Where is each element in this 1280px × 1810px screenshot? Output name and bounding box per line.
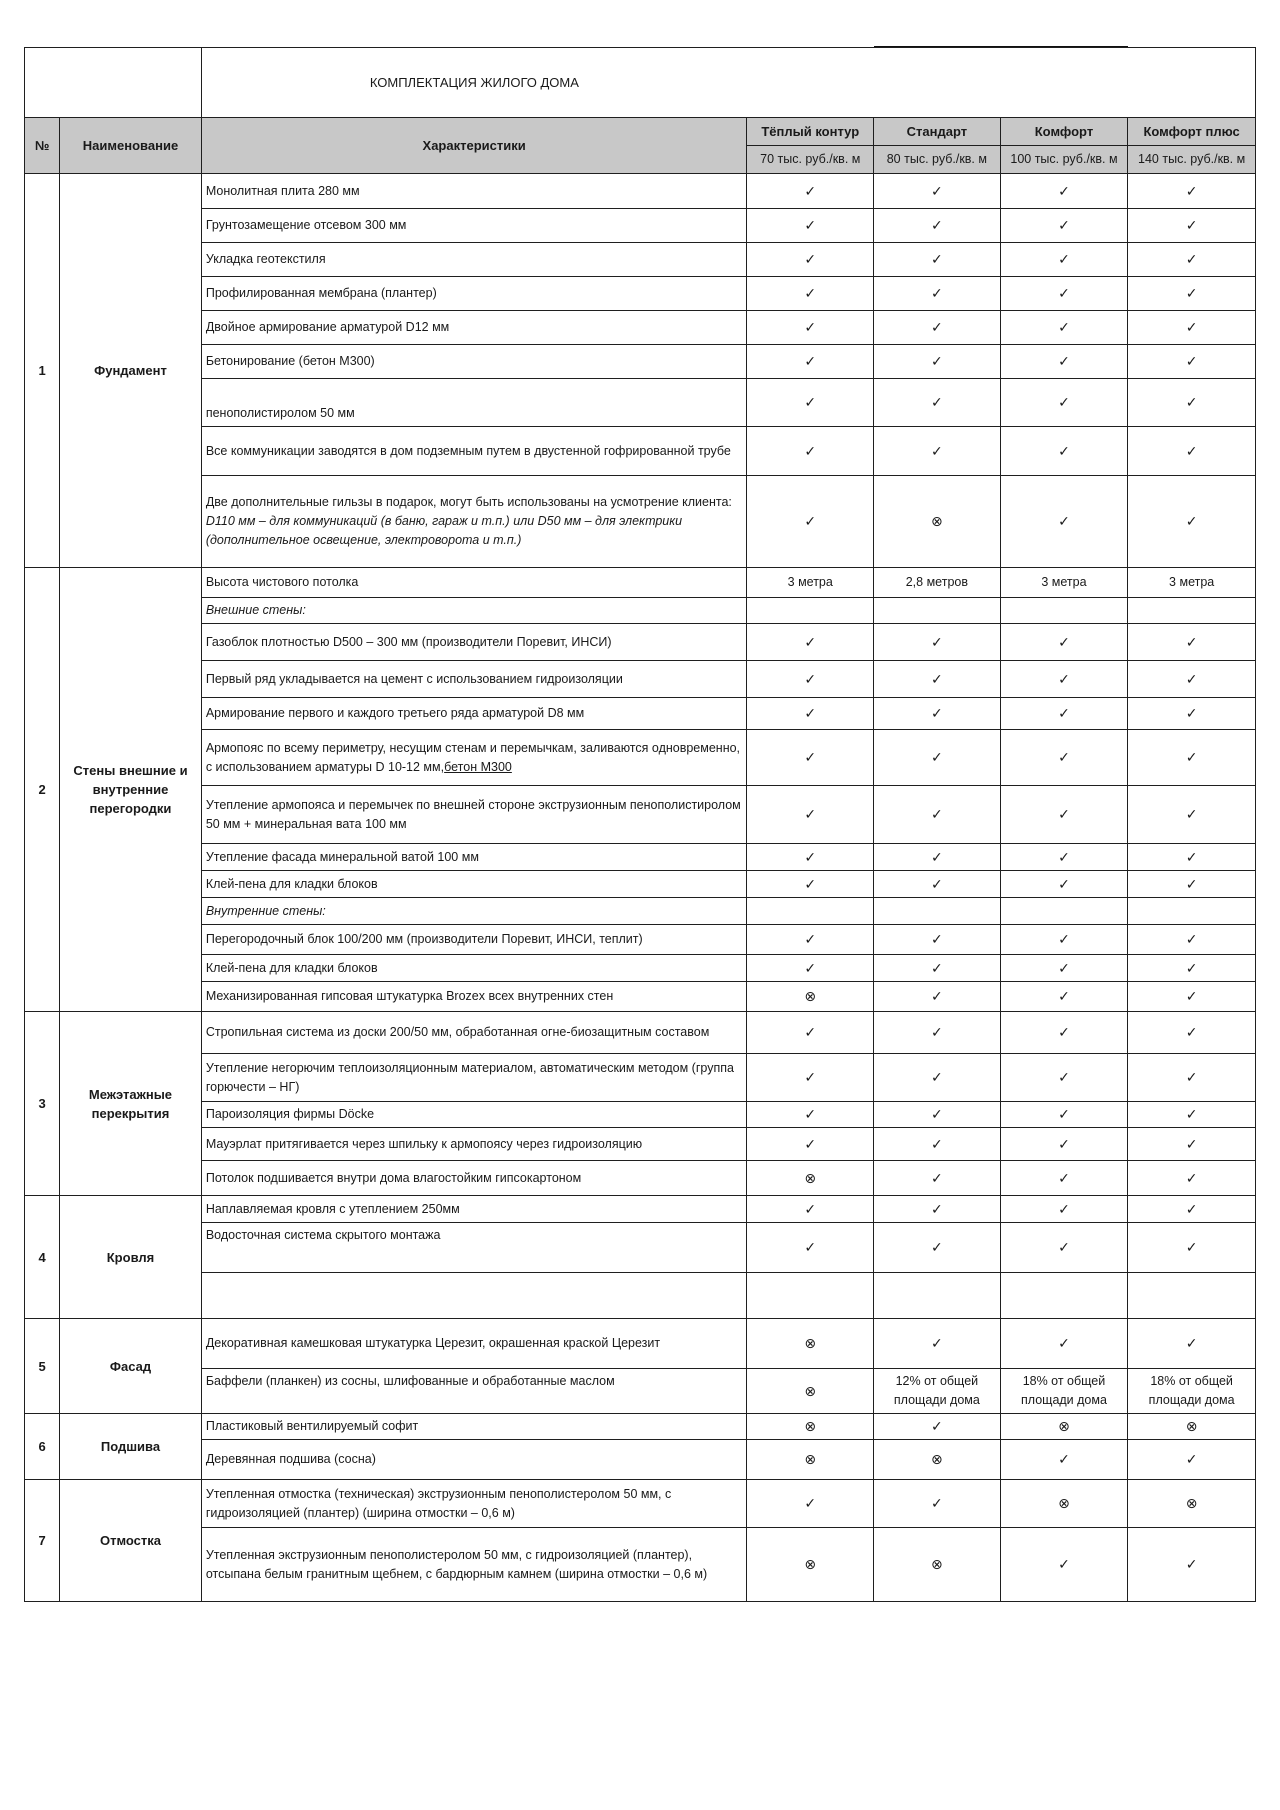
- check-icon: ✓: [1000, 871, 1128, 898]
- feature-cell: [201, 1369, 747, 1414]
- feature-cell: [201, 982, 747, 1012]
- table-row: [25, 1223, 1256, 1273]
- check-icon: ✓: [747, 277, 874, 311]
- value-cell-comfort-plus: [1128, 898, 1256, 925]
- check-icon: ✓: [1000, 1054, 1128, 1102]
- value-cell-comfort-plus: 3 метра: [1128, 568, 1256, 598]
- check-icon: ✓: [747, 243, 874, 277]
- feature-cell: [201, 1528, 747, 1602]
- check-icon: ✓: [874, 1414, 1001, 1440]
- feature-cell: [201, 1102, 747, 1128]
- feature-text: Утепление фасада минеральной ватой 100 мм: [205, 849, 479, 864]
- table-row: [25, 1273, 1256, 1319]
- check-icon: ✓: [1128, 1054, 1256, 1102]
- feature-text: Мауэрлат притягивается через шпильку к армопоясу через гидроизоляцию: [205, 1136, 643, 1151]
- check-icon: ✓: [874, 730, 1001, 786]
- package-name-warm: Тёплый контур: [747, 118, 874, 146]
- check-icon: ✓: [1000, 476, 1128, 568]
- table-row: [25, 624, 1256, 661]
- subsection-label: [201, 598, 747, 624]
- feature-text: Первый ряд укладывается на цемент с использованием гидроизоляции: [205, 671, 623, 686]
- check-icon: ✓: [1000, 982, 1128, 1012]
- value-cell-comfort: [1000, 598, 1128, 624]
- feature-cell: [201, 730, 747, 786]
- package-name-comfort: Комфорт: [1000, 118, 1128, 146]
- feature-cell: [201, 1054, 747, 1102]
- not-included-icon: ⊗: [747, 1319, 874, 1369]
- table-row: [25, 1161, 1256, 1196]
- check-icon: ✓: [874, 624, 1001, 661]
- check-icon: ✓: [874, 1223, 1001, 1273]
- check-icon: ✓: [874, 1196, 1001, 1223]
- check-icon: ✓: [1128, 345, 1256, 379]
- check-icon: ✓: [874, 844, 1001, 871]
- table-row: [25, 345, 1256, 379]
- title-row: [25, 48, 1256, 118]
- check-icon: ✓: [1128, 982, 1256, 1012]
- check-icon: ✓: [874, 243, 1001, 277]
- table-row: [25, 379, 1256, 427]
- table-row: [25, 174, 1256, 209]
- package-price-standard: 80 тыс. руб./кв. м: [874, 146, 1001, 174]
- check-icon: ✓: [1128, 476, 1256, 568]
- check-icon: ✓: [1000, 624, 1128, 661]
- value-cell-comfort-plus: [1128, 1273, 1256, 1319]
- check-icon: ✓: [874, 1102, 1001, 1128]
- section-name: Фасад: [60, 1319, 202, 1414]
- check-icon: ✓: [747, 844, 874, 871]
- feature-text: Высота чистового потолка: [205, 575, 359, 589]
- check-icon: ✓: [1000, 311, 1128, 345]
- check-icon: ✓: [1128, 871, 1256, 898]
- feature-text-italic: D110 мм – для коммуникаций (в баню, гараж и т.п.) или D50 мм – для электрики (дополнительное освещение, электроворота и т.п.): [205, 514, 683, 547]
- feature-text: Внутренние стены:: [205, 903, 326, 918]
- section-number: 5: [25, 1319, 60, 1414]
- header-row-1: [25, 118, 1256, 146]
- feature-cell: [201, 427, 747, 476]
- feature-cell: [201, 1196, 747, 1223]
- feature-cell: [201, 871, 747, 898]
- subsection-label: [201, 898, 747, 925]
- document-title: КОМПЛЕКТАЦИЯ ЖИЛОГО ДОМА: [201, 48, 1255, 118]
- feature-cell: [201, 1273, 747, 1319]
- value-cell-comfort: [1000, 1273, 1128, 1319]
- check-icon: ✓: [747, 1480, 874, 1528]
- table-row: [25, 311, 1256, 345]
- table-row: [25, 568, 1256, 598]
- feature-text: Стропильная система из доски 200/50 мм, обработанная огне-биозащитным составом: [205, 1025, 710, 1039]
- feature-cell: [201, 209, 747, 243]
- check-icon: ✓: [874, 871, 1001, 898]
- header-name: Наименование: [60, 118, 202, 174]
- feature-text: Укладка геотекстиля: [205, 252, 326, 266]
- feature-text: пенополистиролом 50 мм: [205, 406, 355, 420]
- table-row: [25, 871, 1256, 898]
- check-icon: ✓: [874, 955, 1001, 982]
- value-cell-standard: 2,8 метров: [874, 568, 1001, 598]
- table-row: [25, 209, 1256, 243]
- value-cell-standard: [874, 1273, 1001, 1319]
- feature-cell: [201, 345, 747, 379]
- check-icon: ✓: [1128, 379, 1256, 427]
- equipment-table: [24, 47, 1256, 1602]
- check-icon: ✓: [747, 1054, 874, 1102]
- section-name: Фундамент: [60, 174, 202, 568]
- value-cell-comfort-plus: 18% от общей площади дома: [1128, 1369, 1256, 1414]
- check-icon: ✓: [1128, 844, 1256, 871]
- feature-text: Бетонирование (бетон М300): [205, 354, 375, 368]
- feature-text: Декоративная камешковая штукатурка Церезит, окрашенная краской Церезит: [205, 1336, 661, 1350]
- section-number: 2: [25, 568, 60, 1012]
- feature-text-underlined: бетон М300: [444, 759, 512, 774]
- check-icon: ✓: [1128, 661, 1256, 698]
- table-row: [25, 1054, 1256, 1102]
- feature-cell: [201, 174, 747, 209]
- check-icon: ✓: [1128, 209, 1256, 243]
- check-icon: ✓: [1000, 379, 1128, 427]
- feature-text: Утепленная экструзионным пенополистеролом 50 мм, с гидроизоляцией (плантер), отсыпана белым гранитным щебнем, с бардюрным камнем (ширина отмостки – 0,6 м): [205, 1547, 708, 1581]
- check-icon: ✓: [1000, 1102, 1128, 1128]
- check-icon: ✓: [1000, 1161, 1128, 1196]
- feature-text: Грунтозамещение отсевом 300 мм: [205, 218, 407, 232]
- check-icon: ✓: [747, 1196, 874, 1223]
- check-icon: ✓: [1128, 1440, 1256, 1480]
- table-row: [25, 427, 1256, 476]
- section-number: 3: [25, 1012, 60, 1196]
- feature-cell: [201, 476, 747, 568]
- section-name: Стены внешние и внутренние перегородки: [60, 568, 202, 1012]
- header-num: №: [25, 118, 60, 174]
- check-icon: ✓: [1000, 277, 1128, 311]
- check-icon: ✓: [1128, 624, 1256, 661]
- package-price-comfort-plus: 140 тыс. руб./кв. м: [1128, 146, 1256, 174]
- feature-text: Утепление армопояса и перемычек по внешней стороне экструзионным пенополистиролом 50 мм + минеральная вата 100 мм: [205, 797, 741, 831]
- feature-cell: [201, 698, 747, 730]
- feature-text: Армопояс по всему периметру, несущим стенам и перемычкам, заливаются одновременно, с использованием арматуры D 10-12 мм,: [205, 740, 741, 774]
- feature-cell: [201, 1440, 747, 1480]
- feature-text: Пластиковый вентилируемый софит: [205, 1419, 419, 1433]
- table-row: [25, 661, 1256, 698]
- table-row: [25, 955, 1256, 982]
- check-icon: ✓: [874, 1128, 1001, 1161]
- feature-cell: [201, 955, 747, 982]
- not-included-icon: ⊗: [874, 1440, 1001, 1480]
- spec-sheet: [24, 47, 1256, 1602]
- table-row: [25, 925, 1256, 955]
- check-icon: ✓: [874, 277, 1001, 311]
- section-name: Отмостка: [60, 1480, 202, 1602]
- feature-text: Баффели (планкен) из сосны, шлифованные и обработанные маслом: [205, 1374, 615, 1388]
- check-icon: ✓: [1000, 1196, 1128, 1223]
- feature-text: Двойное армирование арматурой D12 мм: [205, 320, 450, 334]
- check-icon: ✓: [1000, 427, 1128, 476]
- table-row: [25, 982, 1256, 1012]
- check-icon: ✓: [1128, 1012, 1256, 1054]
- not-included-icon: ⊗: [747, 982, 874, 1012]
- check-icon: ✓: [747, 661, 874, 698]
- check-icon: ✓: [1128, 698, 1256, 730]
- check-icon: ✓: [1000, 1319, 1128, 1369]
- feature-text: Потолок подшивается внутри дома влагостойким гипсокартоном: [205, 1170, 582, 1185]
- feature-cell: [201, 661, 747, 698]
- check-icon: ✓: [1128, 1319, 1256, 1369]
- check-icon: ✓: [1128, 243, 1256, 277]
- check-icon: ✓: [874, 982, 1001, 1012]
- feature-text: Все коммуникации заводятся в дом подземным путем в двустенной гофрированной трубе: [205, 443, 731, 458]
- check-icon: ✓: [1000, 1528, 1128, 1602]
- check-icon: ✓: [874, 1012, 1001, 1054]
- check-icon: ✓: [874, 345, 1001, 379]
- check-icon: ✓: [747, 786, 874, 844]
- feature-text: Внешние стены:: [205, 603, 306, 617]
- feature-text: Перегородочный блок 100/200 мм (производители Поревит, ИНСИ, теплит): [205, 932, 643, 946]
- check-icon: ✓: [1128, 311, 1256, 345]
- feature-cell: [201, 277, 747, 311]
- title-blank-cell: [25, 48, 202, 118]
- table-row: [25, 1128, 1256, 1161]
- check-icon: ✓: [1128, 174, 1256, 209]
- feature-cell: [201, 1161, 747, 1196]
- check-icon: ✓: [1000, 243, 1128, 277]
- check-icon: ✓: [1128, 1223, 1256, 1273]
- feature-cell: [201, 311, 747, 345]
- table-row: [25, 277, 1256, 311]
- table-row: [25, 898, 1256, 925]
- table-row: [25, 1528, 1256, 1602]
- check-icon: ✓: [747, 174, 874, 209]
- check-icon: ✓: [874, 925, 1001, 955]
- feature-cell: [201, 1319, 747, 1369]
- feature-cell: [201, 243, 747, 277]
- check-icon: ✓: [747, 1102, 874, 1128]
- package-name-comfort-plus: Комфорт плюс: [1128, 118, 1256, 146]
- table-row: [25, 1480, 1256, 1528]
- table-row: [25, 243, 1256, 277]
- value-cell-standard: [874, 598, 1001, 624]
- section-number: 1: [25, 174, 60, 568]
- check-icon: ✓: [747, 955, 874, 982]
- table-row: [25, 786, 1256, 844]
- value-cell-warm: [747, 598, 874, 624]
- value-cell-comfort: [1000, 898, 1128, 925]
- table-row: [25, 476, 1256, 568]
- table-row: [25, 1369, 1256, 1414]
- table-row: [25, 698, 1256, 730]
- feature-text: Механизированная гипсовая штукатурка Brozex всех внутренних стен: [205, 989, 614, 1003]
- check-icon: ✓: [747, 871, 874, 898]
- header-characteristics: Характеристики: [201, 118, 747, 174]
- check-icon: ✓: [747, 345, 874, 379]
- feature-text: Наплавляемая кровля с утеплением 250мм: [205, 1201, 460, 1216]
- check-icon: ✓: [874, 427, 1001, 476]
- feature-cell: [201, 1480, 747, 1528]
- check-icon: ✓: [874, 1054, 1001, 1102]
- check-icon: ✓: [747, 1012, 874, 1054]
- section-name: Межэтажные перекрытия: [60, 1012, 202, 1196]
- section-name: Кровля: [60, 1196, 202, 1319]
- feature-text: Деревянная подшива (сосна): [205, 1452, 376, 1466]
- check-icon: ✓: [747, 427, 874, 476]
- check-icon: ✓: [1000, 1440, 1128, 1480]
- table-row: [25, 598, 1256, 624]
- feature-cell: [201, 1414, 747, 1440]
- check-icon: ✓: [1128, 730, 1256, 786]
- check-icon: ✓: [1000, 844, 1128, 871]
- section-number: 7: [25, 1480, 60, 1602]
- check-icon: ✓: [1128, 955, 1256, 982]
- feature-cell: [201, 1128, 747, 1161]
- not-included-icon: ⊗: [874, 1528, 1001, 1602]
- check-icon: ✓: [874, 174, 1001, 209]
- check-icon: ✓: [747, 1128, 874, 1161]
- feature-text: Утепление негорючим теплоизоляционным материалом, автоматическим методом (группа горючести – НГ): [205, 1060, 734, 1094]
- value-cell-standard: 12% от общей площади дома: [874, 1369, 1001, 1414]
- feature-text: Монолитная плита 280 мм: [205, 183, 360, 198]
- check-icon: ✓: [747, 379, 874, 427]
- section-name: Подшива: [60, 1414, 202, 1480]
- feature-cell: [201, 1223, 747, 1273]
- check-icon: ✓: [1128, 1128, 1256, 1161]
- section-number: 4: [25, 1196, 60, 1319]
- check-icon: ✓: [1128, 925, 1256, 955]
- table-row: [25, 730, 1256, 786]
- not-included-icon: ⊗: [1000, 1414, 1128, 1440]
- not-included-icon: ⊗: [874, 476, 1001, 568]
- feature-text: Клей-пена для кладки блоков: [205, 960, 378, 975]
- check-icon: ✓: [1000, 698, 1128, 730]
- feature-text: Профилированная мембрана (плантер): [205, 286, 437, 300]
- feature-text: Две дополнительные гильзы в подарок, могут быть использованы на усмотрение клиента:: [205, 495, 732, 509]
- not-included-icon: ⊗: [747, 1161, 874, 1196]
- check-icon: ✓: [1000, 1128, 1128, 1161]
- value-cell-warm: [747, 1273, 874, 1319]
- check-icon: ✓: [874, 1480, 1001, 1528]
- package-price-comfort: 100 тыс. руб./кв. м: [1000, 146, 1128, 174]
- not-included-icon: ⊗: [747, 1528, 874, 1602]
- table-row: [25, 1440, 1256, 1480]
- table-body: [25, 48, 1256, 1602]
- check-icon: ✓: [1128, 1196, 1256, 1223]
- check-icon: ✓: [1000, 209, 1128, 243]
- check-icon: ✓: [1128, 786, 1256, 844]
- check-icon: ✓: [747, 476, 874, 568]
- feature-cell: [201, 568, 747, 598]
- value-cell-comfort: 18% от общей площади дома: [1000, 1369, 1128, 1414]
- check-icon: ✓: [747, 311, 874, 345]
- feature-cell: [201, 624, 747, 661]
- check-icon: ✓: [874, 1161, 1001, 1196]
- check-icon: ✓: [874, 209, 1001, 243]
- value-cell-standard: [874, 898, 1001, 925]
- check-icon: ✓: [1000, 345, 1128, 379]
- not-included-icon: ⊗: [1128, 1414, 1256, 1440]
- package-name-standard: Стандарт: [874, 118, 1001, 146]
- check-icon: ✓: [1000, 1223, 1128, 1273]
- feature-cell: [201, 1012, 747, 1054]
- not-included-icon: ⊗: [1128, 1480, 1256, 1528]
- check-icon: ✓: [747, 730, 874, 786]
- table-row: [25, 1196, 1256, 1223]
- value-cell-comfort-plus: [1128, 598, 1256, 624]
- check-icon: ✓: [747, 624, 874, 661]
- check-icon: ✓: [1128, 1528, 1256, 1602]
- table-row: [25, 1414, 1256, 1440]
- check-icon: ✓: [1128, 277, 1256, 311]
- value-cell-warm: [747, 898, 874, 925]
- feature-cell: [201, 844, 747, 871]
- table-row: [25, 1319, 1256, 1369]
- feature-text: Водосточная система скрытого монтажа: [205, 1228, 441, 1242]
- check-icon: ✓: [874, 698, 1001, 730]
- check-icon: ✓: [1000, 1012, 1128, 1054]
- check-icon: ✓: [1000, 786, 1128, 844]
- table-row: [25, 1102, 1256, 1128]
- feature-text: Утепленная отмостка (техническая) экструзионным пенополистеролом 50 мм, с гидроизоляцией (плантер) (ширина отмостки – 0,6 м): [205, 1486, 672, 1520]
- check-icon: ✓: [747, 698, 874, 730]
- check-icon: ✓: [1000, 730, 1128, 786]
- check-icon: ✓: [1000, 955, 1128, 982]
- feature-text: Пароизоляция фирмы Döcke: [205, 1107, 375, 1121]
- check-icon: ✓: [1128, 1161, 1256, 1196]
- check-icon: ✓: [874, 661, 1001, 698]
- feature-cell: [201, 925, 747, 955]
- not-included-icon: ⊗: [747, 1440, 874, 1480]
- check-icon: ✓: [874, 1319, 1001, 1369]
- not-included-icon: ⊗: [1000, 1480, 1128, 1528]
- table-row: [25, 844, 1256, 871]
- not-included-icon: ⊗: [747, 1369, 874, 1414]
- check-icon: ✓: [747, 1223, 874, 1273]
- check-icon: ✓: [747, 925, 874, 955]
- feature-cell: [201, 379, 747, 427]
- not-included-icon: ⊗: [747, 1414, 874, 1440]
- check-icon: ✓: [874, 311, 1001, 345]
- feature-text: Газоблок плотностью D500 – 300 мм (производители Поревит, ИНСИ): [205, 634, 612, 649]
- table-row: [25, 1012, 1256, 1054]
- feature-text: Клей-пена для кладки блоков: [205, 876, 378, 891]
- check-icon: ✓: [1128, 427, 1256, 476]
- check-icon: ✓: [874, 379, 1001, 427]
- check-icon: ✓: [1000, 174, 1128, 209]
- section-number: 6: [25, 1414, 60, 1480]
- package-price-warm: 70 тыс. руб./кв. м: [747, 146, 874, 174]
- feature-cell: [201, 786, 747, 844]
- value-cell-comfort: 3 метра: [1000, 568, 1128, 598]
- feature-text: Армирование первого и каждого третьего ряда арматурой D8 мм: [205, 706, 585, 720]
- check-icon: ✓: [1128, 1102, 1256, 1128]
- check-icon: ✓: [874, 786, 1001, 844]
- check-icon: ✓: [1000, 661, 1128, 698]
- value-cell-warm: 3 метра: [747, 568, 874, 598]
- check-icon: ✓: [747, 209, 874, 243]
- check-icon: ✓: [1000, 925, 1128, 955]
